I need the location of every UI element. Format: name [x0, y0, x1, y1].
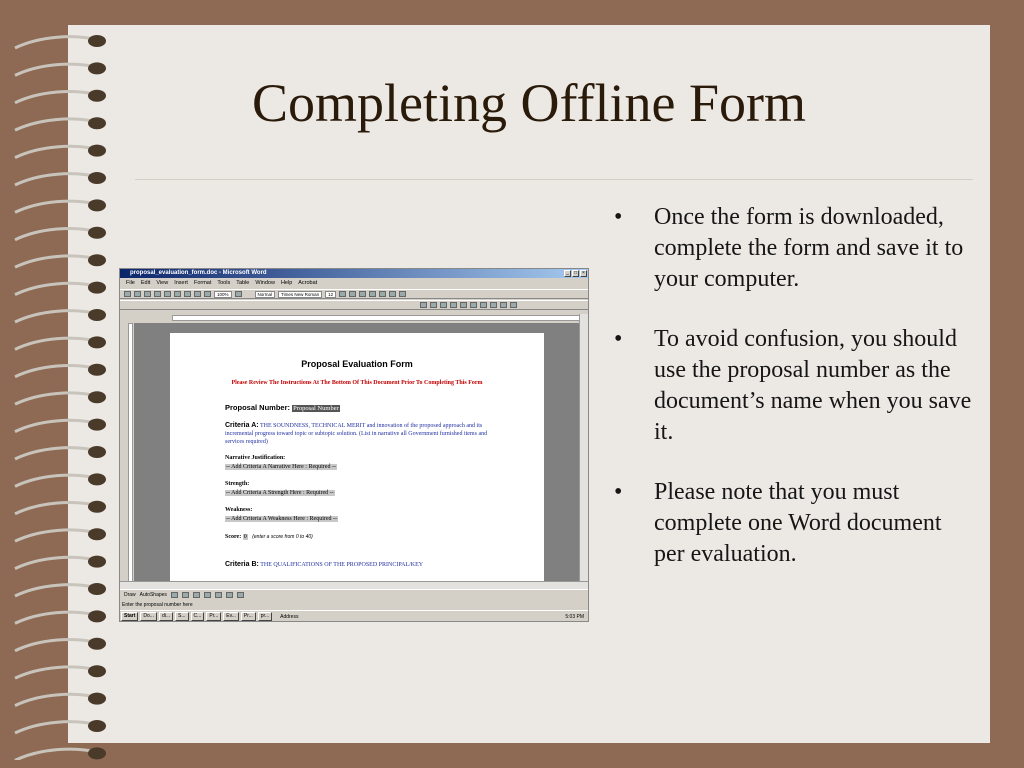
shading-icon[interactable] [480, 302, 487, 308]
align-left-icon[interactable] [369, 291, 376, 297]
title-divider [135, 179, 973, 180]
taskbar-button[interactable]: C... [191, 612, 205, 621]
tray-clock: 5:03 PM [565, 613, 584, 620]
spiral-hole [88, 665, 106, 677]
criteria-a [225, 422, 495, 446]
weakness-label: Weakness: [225, 507, 253, 513]
menu-window[interactable]: Window [255, 280, 275, 286]
save-icon[interactable] [144, 291, 151, 297]
dropdown-icon[interactable] [440, 302, 447, 308]
bullet-marker: • [614, 204, 623, 230]
spiral-ring [15, 201, 98, 212]
spiral-hole [88, 720, 106, 732]
score-row [225, 534, 313, 540]
form-heading: Proposal Evaluation Form [301, 359, 413, 369]
taskbar [120, 610, 588, 622]
forms-toolbar [120, 300, 588, 310]
minimize-icon[interactable]: _ [564, 270, 571, 277]
draw-menu[interactable]: Draw [124, 592, 136, 598]
score-field[interactable]: 0 [243, 534, 247, 540]
word-screenshot [119, 268, 589, 622]
slide-title: Completing Offline Form [252, 73, 806, 133]
criteria-b-text: THE QUALIFICATIONS OF THE PROPOSED PRINCIPAL/KEY [260, 562, 424, 568]
bullet-marker: • [614, 326, 623, 352]
lock-icon[interactable] [490, 302, 497, 308]
spiral-ring [15, 366, 98, 377]
spiral-hole [88, 336, 106, 348]
vertical-scrollbar[interactable] [579, 314, 588, 584]
bullet-item [614, 202, 974, 295]
autoshapes-menu[interactable]: AutoShapes [139, 592, 167, 598]
menu-view[interactable]: View [156, 280, 169, 286]
taskbar-button[interactable]: Ev... [223, 612, 239, 621]
table-icon[interactable] [460, 302, 467, 308]
spiral-hole [88, 446, 106, 458]
checkbox-icon[interactable] [430, 302, 437, 308]
spiral-ring [15, 256, 98, 267]
taskbar-button[interactable]: Pr... [241, 612, 256, 621]
oval-icon[interactable] [204, 592, 211, 598]
spiral-ring [15, 420, 98, 431]
menu-table[interactable]: Table [236, 280, 250, 286]
spiral-ring [15, 338, 98, 349]
bullet-text: Please note that you must complete one Word document per evaluation. [654, 479, 942, 567]
font-select[interactable]: Times New Roman [278, 291, 322, 298]
proposal-number-field[interactable]: Proposal Number [293, 405, 339, 412]
menu-bar [120, 279, 588, 288]
bullet-text: To avoid confusion, you should use the proposal number as the document’s name when you save it. [654, 326, 972, 445]
horizontal-scrollbar[interactable] [120, 581, 588, 589]
menu-insert[interactable]: Insert [174, 280, 188, 286]
document-page[interactable] [170, 333, 544, 585]
arrow-icon[interactable] [182, 592, 189, 598]
spiral-hole [88, 610, 106, 622]
font-color-icon[interactable] [399, 291, 406, 297]
close-icon[interactable]: × [580, 270, 587, 277]
spiral-ring [15, 503, 98, 514]
spiral-hole [88, 227, 106, 239]
menu-format[interactable]: Format [193, 280, 212, 286]
italic-icon[interactable] [349, 291, 356, 297]
taskbar-button[interactable]: di... [159, 612, 173, 621]
bullet-list [614, 202, 974, 599]
align-center-icon[interactable] [379, 291, 386, 297]
spiral-ring [15, 229, 98, 240]
cut-icon[interactable] [174, 291, 181, 297]
proposal-number-label: Proposal Number: [225, 403, 291, 412]
spiral-ring [15, 694, 98, 705]
spiral-ring [15, 557, 98, 568]
taskbar-button[interactable]: pr... [258, 612, 272, 621]
paste-icon[interactable] [194, 291, 201, 297]
spiral-hole [88, 419, 106, 431]
taskbar-button[interactable]: S... [175, 612, 189, 621]
spiral-ring [15, 749, 98, 760]
bullets-icon[interactable] [389, 291, 396, 297]
spiral-ring [15, 612, 98, 623]
menu-help[interactable]: Help [280, 280, 293, 286]
spiral-hole [88, 309, 106, 321]
status-bar: Enter the proposal number here [122, 602, 193, 608]
spiral-hole [88, 556, 106, 568]
spiral-ring [15, 667, 98, 678]
form-instruction: Please Review The Instructions At The Bottom Of This Document Prior To Completing This Form [231, 380, 483, 386]
line-icon[interactable] [171, 592, 178, 598]
spiral-hole [88, 364, 106, 376]
word-title-bar [120, 269, 588, 278]
copy-icon[interactable] [184, 291, 191, 297]
window-title: proposal_evaluation_form.doc - Microsoft Word [130, 270, 267, 276]
spiral-hole [88, 172, 106, 184]
help-icon[interactable] [235, 291, 242, 297]
narrative-label: Narrative Justification: [225, 455, 286, 461]
window-controls [564, 270, 587, 277]
underline-icon[interactable] [359, 291, 366, 297]
spiral-hole [88, 145, 106, 157]
spiral-ring [15, 174, 98, 185]
criteria-a-text: THE SOUNDNESS, TECHNICAL MERIT and innovation of the proposed approach and its incremental progress toward topic or subtopic solution. (List in narrative all Government furnished items and services required) [225, 423, 488, 445]
spiral-ring [15, 722, 98, 733]
criteria-b-label: Criteria B: [225, 561, 259, 568]
pdf-email-icon[interactable] [510, 302, 517, 308]
spiral-hole [88, 35, 106, 47]
bullet-marker: • [614, 479, 623, 505]
spiral-hole [88, 473, 106, 485]
score-label: Score: [225, 534, 242, 540]
spiral-ring [15, 393, 98, 404]
font-size-select[interactable]: 12 [325, 291, 336, 298]
zoom-select[interactable]: 100% [214, 291, 232, 298]
bullet-text: Once the form is downloaded, complete the form and save it to your computer. [654, 204, 964, 292]
spiral-ring [15, 448, 98, 459]
line-color-icon[interactable] [237, 592, 244, 598]
bold-icon[interactable] [339, 291, 346, 297]
style-select[interactable]: Normal [255, 291, 276, 298]
address-label: Address [280, 613, 299, 620]
criteria-b [225, 561, 495, 568]
start-button[interactable]: Start [121, 612, 138, 621]
spiral-ring [15, 585, 98, 596]
textbox-icon[interactable] [215, 592, 222, 598]
spiral-ring [15, 530, 98, 541]
text-field-icon[interactable] [420, 302, 427, 308]
vertical-ruler[interactable] [128, 323, 133, 583]
menu-acrobat[interactable]: Acrobat [298, 280, 318, 286]
taskbar-button[interactable]: Do... [140, 612, 157, 621]
pdf-icon[interactable] [500, 302, 507, 308]
spiral-hole [88, 391, 106, 403]
preview-icon[interactable] [164, 291, 171, 297]
menu-tools[interactable]: Tools [217, 280, 231, 286]
spiral-ring [15, 475, 98, 486]
horizontal-ruler[interactable] [172, 315, 582, 321]
spiral-hole [88, 747, 106, 759]
spiral-hole [88, 199, 106, 211]
spiral-hole [88, 693, 106, 705]
print-icon[interactable] [154, 291, 161, 297]
new-icon[interactable] [124, 291, 131, 297]
frame-icon[interactable] [470, 302, 477, 308]
standard-toolbar [120, 289, 588, 299]
open-icon[interactable] [134, 291, 141, 297]
spiral-hole [88, 501, 106, 513]
weakness-field[interactable]: -- Add Criteria A Weakness Here : Required -- [226, 516, 338, 522]
spiral-hole [88, 254, 106, 266]
spiral-hole [88, 583, 106, 595]
field-options-icon[interactable] [450, 302, 457, 308]
maximize-icon[interactable]: □ [573, 270, 578, 276]
criteria-a-label: Criteria A: [225, 422, 259, 429]
rectangle-icon[interactable] [193, 592, 200, 598]
spiral-ring [15, 283, 98, 294]
bullet-item [614, 477, 974, 570]
menu-file[interactable]: File [126, 280, 135, 286]
taskbar-button[interactable]: Pr... [206, 612, 221, 621]
spiral-ring [15, 146, 98, 157]
fill-color-icon[interactable] [226, 592, 233, 598]
spiral-hole [88, 528, 106, 540]
drawing-toolbar [120, 589, 588, 600]
document-area[interactable] [134, 323, 580, 585]
strength-field[interactable]: -- Add Criteria A Strength Here : Required -- [226, 490, 334, 496]
bullet-item [614, 324, 974, 448]
score-hint: (enter a score from 0 to 40) [252, 534, 313, 540]
strength-label: Strength: [225, 481, 250, 487]
spiral-hole [88, 638, 106, 650]
spiral-hole [88, 282, 106, 294]
spiral-ring [15, 311, 98, 322]
undo-icon[interactable] [204, 291, 211, 297]
menu-edit[interactable]: Edit [140, 280, 151, 286]
spiral-ring [15, 37, 98, 48]
narrative-field[interactable]: -- Add Criteria A Narrative Here : Required -- [226, 464, 336, 470]
spiral-ring [15, 640, 98, 651]
